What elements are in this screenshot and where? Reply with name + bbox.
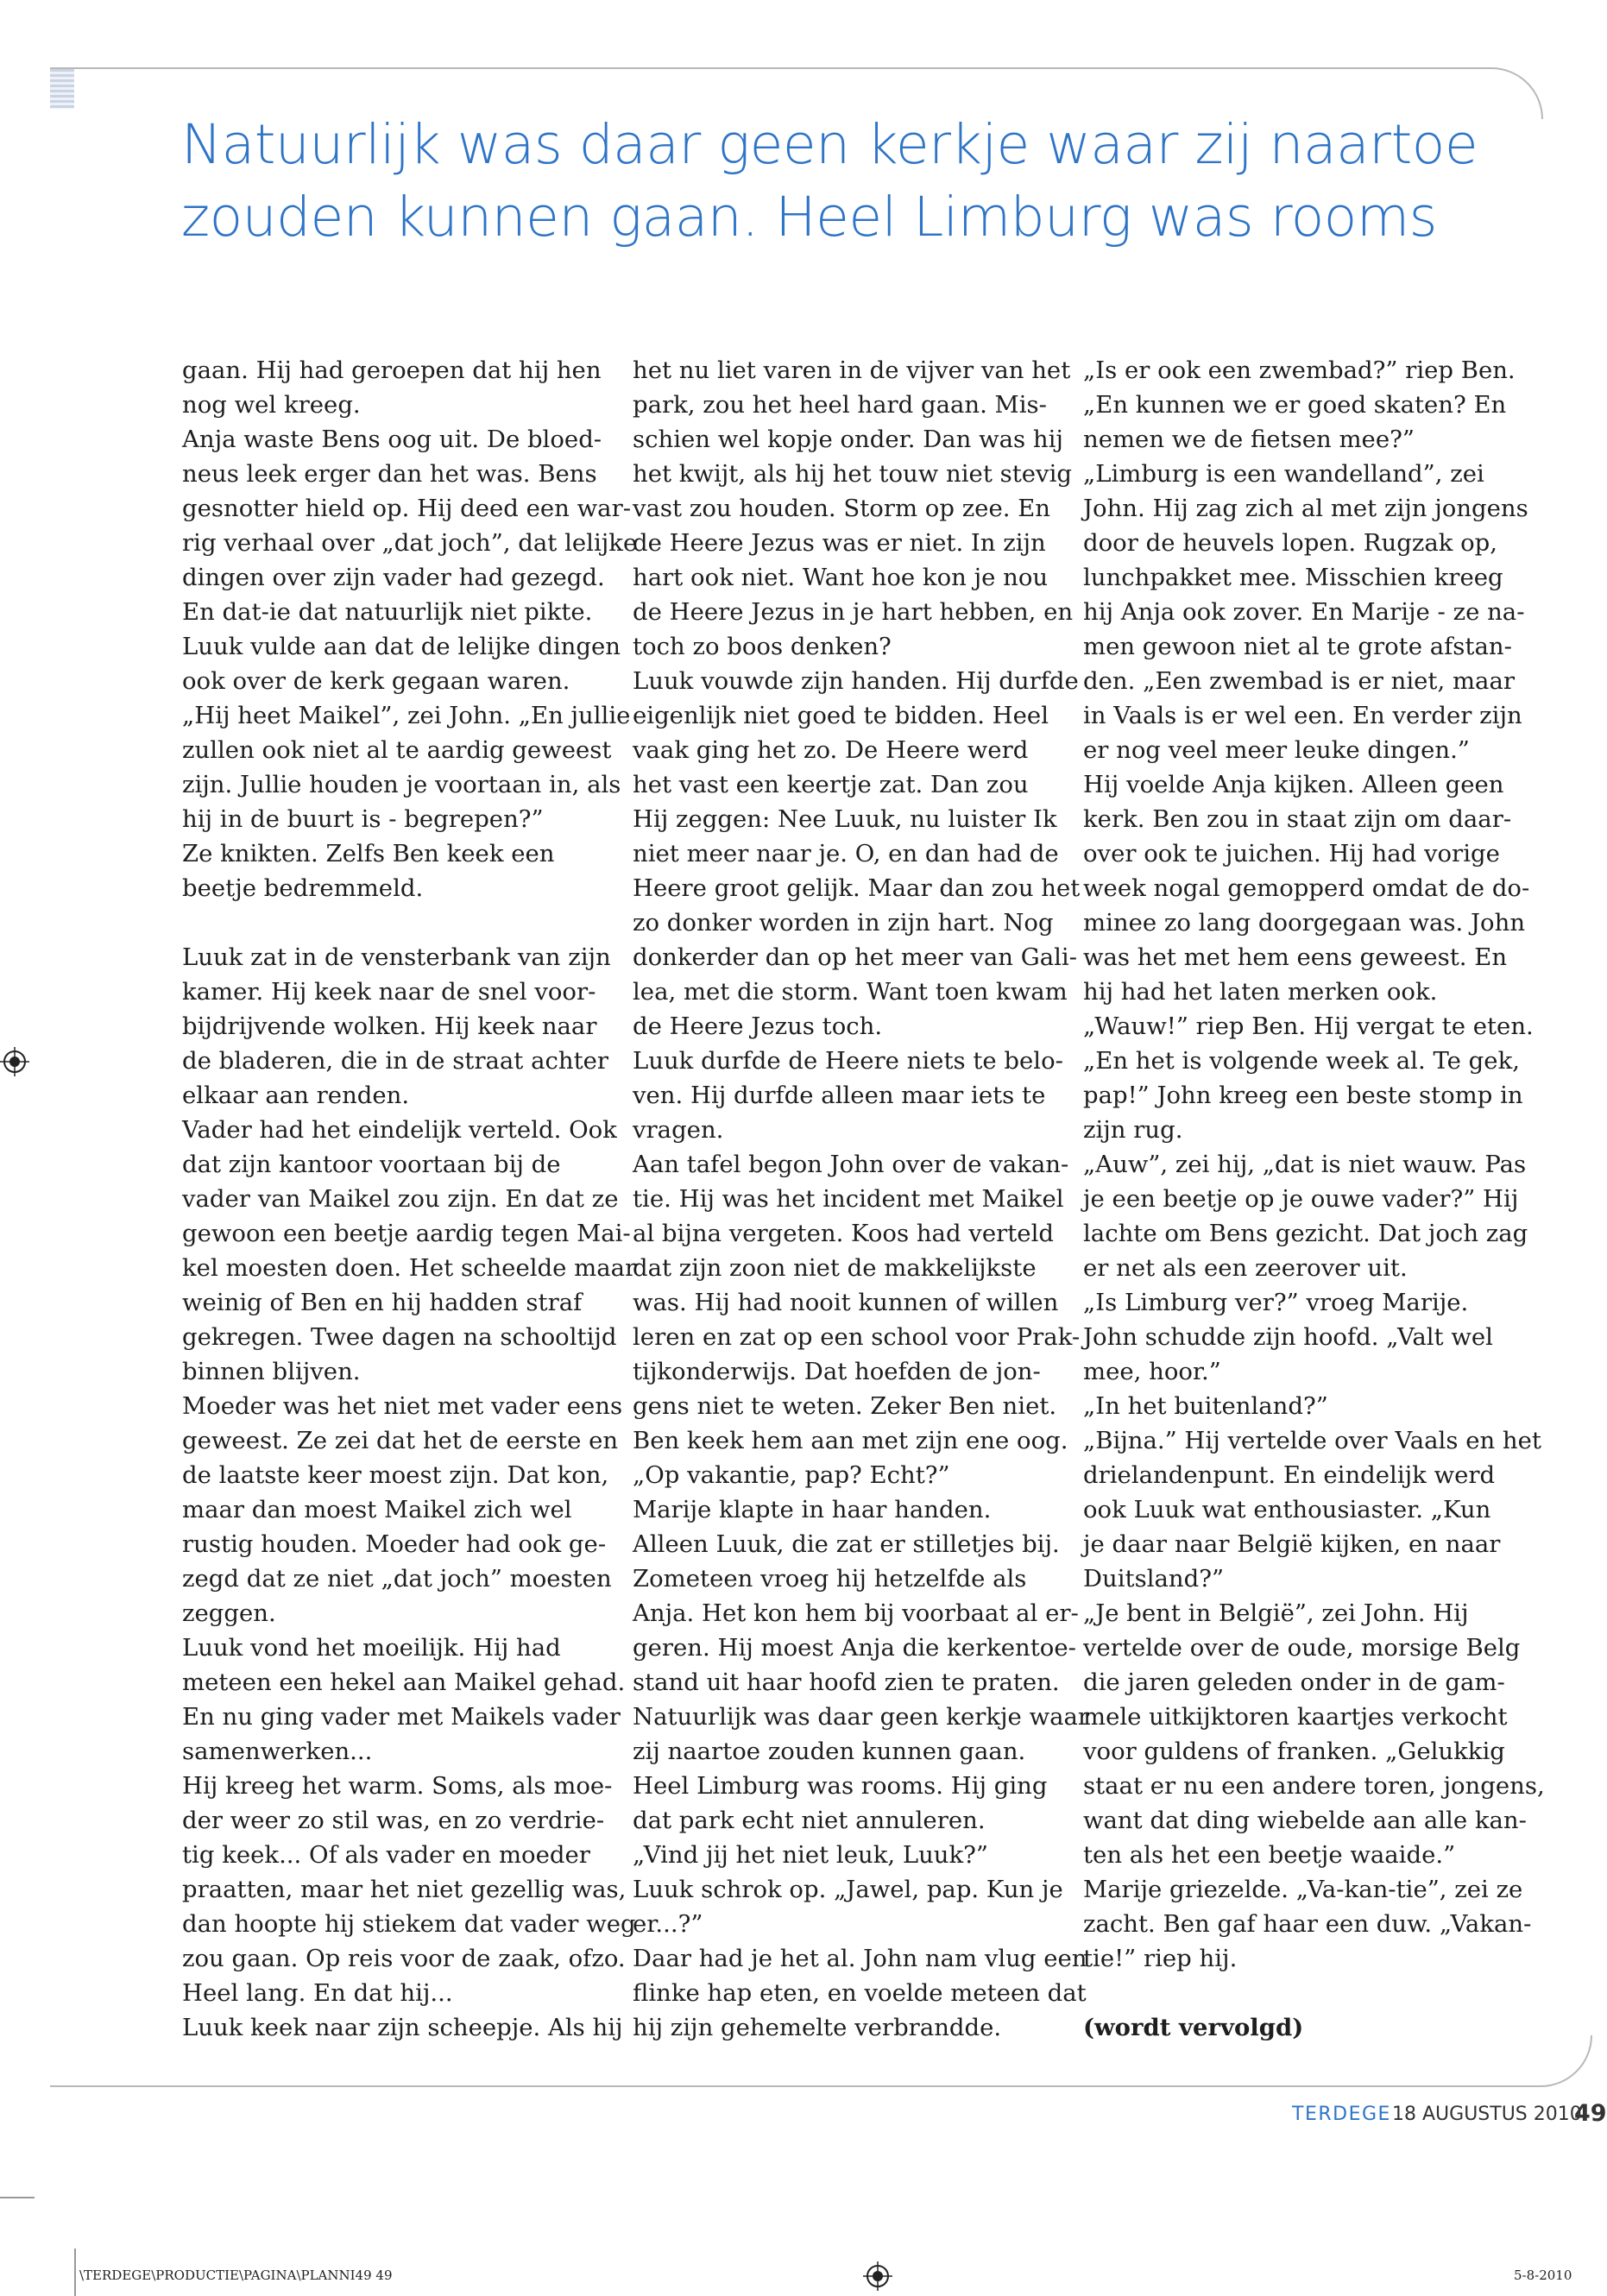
text-line: je daar naar België kijken, en naar (1083, 1530, 1501, 1558)
pull-quote-line-2: zouden kunnen gaan. Heel Limburg was rooms (181, 186, 1438, 249)
text-line: En dat-ie dat natuurlijk niet pikte. (182, 598, 593, 626)
text-line: elkaar aan renden. (182, 1082, 410, 1109)
text-line: dingen over zijn vader had gezegd. (182, 564, 605, 591)
text-line: nog wel kreeg. (182, 391, 361, 419)
text-line: want dat ding wiebelde aan alle kan- (1083, 1807, 1527, 1834)
text-line: dat zijn kantoor voortaan bij de (182, 1151, 561, 1178)
text-line: neus leek erger dan het was. Bens (182, 460, 597, 488)
text-line: Heel lang. En dat hij... (182, 1979, 453, 2007)
text-line: „Bijna.” Hij vertelde over Vaals en het (1083, 1427, 1541, 1454)
text-line: voor guldens of franken. „Gelukkig (1083, 1738, 1505, 1765)
text-line: vaak ging het zo. De Heere werd (633, 736, 1029, 764)
text-line: zegd dat ze niet „dat joch” moesten (182, 1565, 612, 1593)
text-line: „Je bent in België”, zei John. Hij (1083, 1599, 1469, 1627)
text-line: de Heere Jezus toch. (633, 1012, 883, 1040)
text-line: zacht. Ben gaf haar een duw. „Vakan- (1083, 1910, 1532, 1938)
pull-quote (181, 109, 1528, 254)
text-line: tie!” riep hij. (1083, 1945, 1238, 1972)
footer-magazine-name: TERDEGE (1292, 2104, 1391, 2125)
text-line: zo donker worden in zijn hart. Nog (633, 909, 1054, 937)
text-line: kel moesten doen. Het scheelde maar (182, 1254, 637, 1282)
text-line: zullen ook niet al te aardig geweest (182, 736, 612, 764)
text-line: vader van Maikel zou zijn. En dat ze (182, 1185, 619, 1213)
text-line: lea, met die storm. Want toen kwam (633, 978, 1068, 1006)
text-line: donkerder dan op het meer van Gali- (633, 943, 1077, 971)
text-line: kerk. Ben zou in staat zijn om daar- (1083, 805, 1512, 833)
text-line: zij naartoe zouden kunnen gaan. (633, 1738, 1026, 1765)
page-tab-mark (50, 69, 74, 109)
registration-mark-icon (0, 1047, 29, 1076)
text-line: „Is er ook een zwembad?” riep Ben. (1083, 356, 1516, 384)
text-line: Marije klapte in haar handen. (633, 1496, 992, 1523)
text-line: En nu ging vader met Maikels vader (182, 1703, 621, 1731)
text-line: John schudde zijn hoofd. „Valt wel (1083, 1323, 1493, 1351)
text-line: zijn rug. (1083, 1116, 1183, 1144)
text-line: eigenlijk niet goed te bidden. Heel (633, 702, 1049, 729)
text-line: Heel Limburg was rooms. Hij ging (633, 1772, 1048, 1800)
text-line: binnen blijven. (182, 1358, 361, 1385)
text-line: Daar had je het al. John nam vlug een (633, 1945, 1087, 1972)
text-line: drielandenpunt. En eindelijk werd (1083, 1461, 1496, 1489)
text-line: der weer zo stil was, en zo verdrie- (182, 1807, 605, 1834)
text-line: gens niet te weten. Zeker Ben niet. (633, 1392, 1057, 1420)
text-line: „Hij heet Maikel”, zei John. „En jullie (182, 702, 631, 729)
pull-quote-line-1: Natuurlijk was daar geen kerkje waar zij naartoe (181, 113, 1478, 176)
text-line: Duitsland?” (1083, 1565, 1225, 1593)
text-line: kamer. Hij keek naar de snel voor- (182, 978, 596, 1006)
text-line: Natuurlijk was daar geen kerkje waar (633, 1703, 1090, 1731)
text-line: week nogal gemopperd omdat de do- (1083, 874, 1530, 902)
text-line: Zometeen vroeg hij hetzelfde als (633, 1565, 1027, 1593)
text-line: de bladeren, die in de straat achter (182, 1047, 609, 1075)
text-line: zeggen. (182, 1599, 276, 1627)
text-line: tijkonderwijs. Dat hoefden de jon- (633, 1358, 1041, 1385)
text-column-2 (633, 353, 1090, 2045)
text-line: maar dan moest Maikel zich wel (182, 1496, 572, 1523)
text-line: Luuk vouwde zijn handen. Hij durfde (633, 667, 1079, 695)
text-line: Hij voelde Anja kijken. Alleen geen (1083, 771, 1504, 798)
text-line: „Is Limburg ver?” vroeg Marije. (1083, 1289, 1469, 1316)
text-column-3 (1083, 353, 1545, 2045)
text-line: stand uit haar hoofd zien te praten. (633, 1668, 1060, 1696)
text-line: Moeder was het niet met vader eens (182, 1392, 623, 1420)
text-line: was. Hij had nooit kunnen of willen (633, 1289, 1059, 1316)
text-line: Ze knikten. Zelfs Ben keek een (182, 840, 555, 867)
text-line: samenwerken... (182, 1738, 373, 1765)
text-line: leren en zat op een school voor Prak- (633, 1323, 1081, 1351)
text-line: „Auw”, zei hij, „dat is niet wauw. Pas (1083, 1151, 1527, 1178)
text-line: hij had het laten merken ook. (1083, 978, 1438, 1006)
text-line: „En het is volgende week al. Te gek, (1083, 1047, 1520, 1075)
text-line: Anja. Het kon hem bij voorbaat al er- (633, 1599, 1079, 1627)
slug-date: 5-8-2010 (1514, 2268, 1572, 2283)
text-line: men gewoon niet al te grote afstan- (1083, 633, 1512, 660)
text-line: tie. Hij was het incident met Maikel (633, 1185, 1064, 1213)
crop-mark (0, 2197, 35, 2198)
text-line: lachte om Bens gezicht. Dat joch zag (1083, 1220, 1528, 1247)
text-line: John. Hij zag zich al met zijn jongens (1083, 495, 1528, 522)
registration-mark-icon (863, 2261, 892, 2291)
text-line: dat zijn zoon niet de makkelijkste (633, 1254, 1037, 1282)
text-line: weinig of Ben en hij hadden straf (182, 1289, 583, 1316)
text-line: over ook te juichen. Hij had vorige (1083, 840, 1500, 867)
text-line: ook over de kerk gegaan waren. (182, 667, 570, 695)
footer-page-number: 49 (1574, 2100, 1607, 2127)
footer-date: 18 AUGUSTUS 2010 (1392, 2104, 1582, 2125)
text-line: geren. Hij moest Anja die kerkentoe- (633, 1634, 1076, 1662)
text-line: Alleen Luuk, die zat er stilletjes bij. (633, 1530, 1060, 1558)
text-line: ten als het een beetje waaide.” (1083, 1841, 1456, 1869)
text-line: Luuk durfde de Heere niets te belo- (633, 1047, 1063, 1075)
text-line: schien wel kopje onder. Dan was hij (633, 426, 1063, 453)
text-line: Marije griezelde. „Va-kan-tie”, zei ze (1083, 1876, 1523, 1903)
crop-mark (74, 2249, 76, 2296)
text-line: niet meer naar je. O, en dan had de (633, 840, 1059, 867)
text-line: in Vaals is er wel een. En verder zijn (1083, 702, 1522, 729)
text-line: dat park echt niet annuleren. (633, 1807, 986, 1834)
text-line: praatten, maar het niet gezellig was, (182, 1876, 627, 1903)
text-line: „En kunnen we er goed skaten? En (1083, 391, 1507, 419)
text-line: bijdrijvende wolken. Hij keek naar (182, 1012, 597, 1040)
text-line: die jaren geleden onder in de gam- (1083, 1668, 1505, 1696)
text-line: mele uitkijktoren kaartjes verkocht (1083, 1703, 1508, 1731)
text-line: rig verhaal over „dat joch”, dat lelijke (182, 529, 638, 557)
paragraph-gap (182, 905, 631, 940)
text-line: Hij zeggen: Nee Luuk, nu luister Ik (633, 805, 1057, 833)
text-line: het kwijt, als hij het touw niet stevig (633, 460, 1072, 488)
text-line: tig keek... Of als vader en moeder (182, 1841, 590, 1869)
text-line: „Wauw!” riep Ben. Hij vergat te eten. (1083, 1012, 1534, 1040)
text-line: lunchpakket mee. Misschien kreeg (1083, 564, 1503, 591)
text-line: toch zo boos denken? (633, 633, 892, 660)
text-line: Ben keek hem aan met zijn ene oog. (633, 1427, 1068, 1454)
text-line: er nog veel meer leuke dingen.” (1083, 736, 1470, 764)
text-line: hij in de buurt is - begrepen?” (182, 805, 544, 833)
text-line: al bijna vergeten. Koos had verteld (633, 1220, 1054, 1247)
text-line: vragen. (633, 1116, 724, 1144)
text-line: staat er nu een andere toren, jongens, (1083, 1772, 1545, 1800)
text-line: den. „Een zwembad is er niet, maar (1083, 667, 1515, 695)
text-line: de laatste keer moest zijn. Dat kon, (182, 1461, 609, 1489)
text-line: Luuk vond het moeilijk. Hij had (182, 1634, 561, 1662)
text-line: pap!” John kreeg een beste stomp in (1083, 1082, 1523, 1109)
text-line: „Op vakantie, pap? Echt?” (633, 1461, 950, 1489)
slug-file-path: \TERDEGE\PRODUCTIE\PAGINA\PLANNI49 49 (79, 2268, 393, 2283)
text-line: er net als een zeerover uit. (1083, 1254, 1408, 1282)
text-line: mee, hoor.” (1083, 1358, 1221, 1385)
text-column-1 (182, 353, 638, 2045)
text-line: vertelde over de oude, morsige Belg (1083, 1634, 1521, 1662)
text-line: gesnotter hield op. Hij deed een war- (182, 495, 632, 522)
text-line: „Limburg is een wandelland”, zei (1083, 460, 1484, 488)
text-line: de Heere Jezus in je hart hebben, en (633, 598, 1074, 626)
text-line: was het met hem eens geweest. En (1083, 943, 1508, 971)
text-line: hij zijn gehemelte verbrandde. (633, 2014, 1002, 2041)
text-line: nemen we de fietsen mee?” (1083, 426, 1415, 453)
text-line: je een beetje op je ouwe vader?” Hij (1083, 1185, 1519, 1213)
text-line: gaan. Hij had geroepen dat hij hen (182, 356, 602, 384)
text-line: ven. Hij durfde alleen maar iets te (633, 1082, 1046, 1109)
text-line: de Heere Jezus was er niet. In zijn (633, 529, 1046, 557)
text-line: hart ook niet. Want hoe kon je nou (633, 564, 1049, 591)
text-line: park, zou het heel hard gaan. Mis- (633, 391, 1047, 419)
text-line: zou gaan. Op reis voor de zaak, ofzo. (182, 1945, 626, 1972)
text-line: beetje bedremmeld. (182, 874, 424, 902)
text-line: gewoon een beetje aardig tegen Mai- (182, 1220, 631, 1247)
text-line: Hij kreeg het warm. Soms, als moe- (182, 1772, 613, 1800)
text-line: Luuk keek naar zijn scheepje. Als hij (182, 2014, 623, 2041)
text-line: „In het buitenland?” (1083, 1392, 1328, 1420)
text-line: er...?” (633, 1910, 703, 1938)
text-line: Luuk vulde aan dat de lelijke dingen (182, 633, 621, 660)
text-line: Luuk schrok op. „Jawel, pap. Kun je (633, 1876, 1063, 1903)
text-line: flinke hap eten, en voelde meteen dat (633, 1979, 1087, 2007)
text-line: gekregen. Twee dagen na schooltijd (182, 1323, 617, 1351)
text-line: door de heuvels lopen. Rugzak op, (1083, 529, 1498, 557)
text-line: het vast een keertje zat. Dan zou (633, 771, 1029, 798)
text-line: rustig houden. Moeder had ook ge- (182, 1530, 607, 1558)
text-line: Anja waste Bens oog uit. De bloed- (182, 426, 602, 453)
text-line: geweest. Ze zei dat het de eerste en (182, 1427, 619, 1454)
text-line: Luuk zat in de vensterbank van zijn (182, 943, 611, 971)
text-line: meteen een hekel aan Maikel gehad. (182, 1668, 626, 1696)
text-line: Heere groot gelijk. Maar dan zou het (633, 874, 1081, 902)
text-line: Vader had het eindelijk verteld. Ook (182, 1116, 617, 1144)
text-line: Aan tafel begon John over de vakan- (633, 1151, 1069, 1178)
text-line: vast zou houden. Storm op zee. En (633, 495, 1051, 522)
text-line: ook Luuk wat enthousiaster. „Kun (1083, 1496, 1491, 1523)
continued-note: (wordt vervolgd) (1083, 2014, 1304, 2041)
text-line: zijn. Jullie houden je voortaan in, als (182, 771, 621, 798)
text-line: dan hoopte hij stiekem dat vader weg (182, 1910, 636, 1938)
paragraph-gap (1083, 1976, 1532, 2010)
text-line: minee zo lang doorgegaan was. John (1083, 909, 1526, 937)
text-line: het nu liet varen in de vijver van het (633, 356, 1071, 384)
text-line: hij Anja ook zover. En Marije - ze na- (1083, 598, 1525, 626)
text-line: „Vind jij het niet leuk, Luuk?” (633, 1841, 988, 1869)
